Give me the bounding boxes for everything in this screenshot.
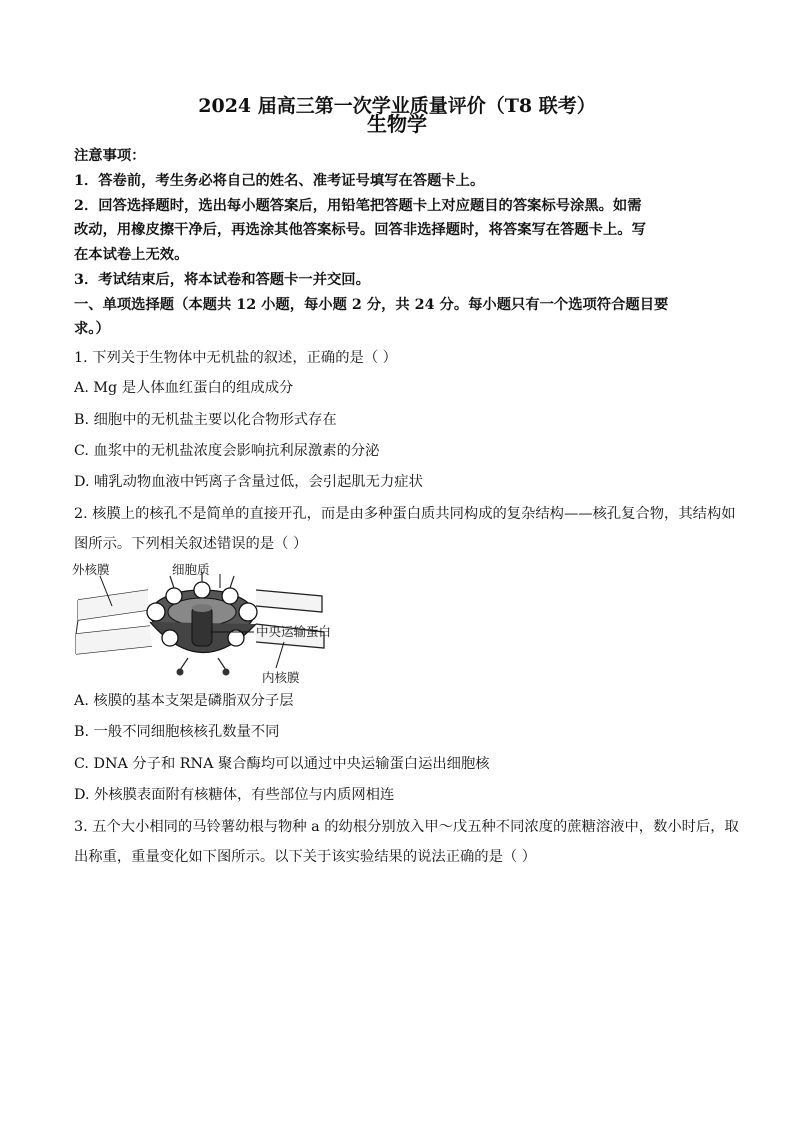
pore-subunit [166,588,182,604]
pore-subunit [239,603,257,621]
inner-membrane-fill [76,626,152,654]
q3-stem-line-2: 出称重，重量变化如下图所示。以下关于该实验结果的说法正确的是（ ） [74,849,537,865]
label-outer-membrane: 外核膜 [72,562,110,577]
q2-stem-line-2: 图所示。下列相关叙述错误的是（ ） [74,536,308,552]
central-transporter-top [192,604,212,612]
q1-option-c: C. 血浆中的无机盐浓度会影响抗利尿激素的分泌 [74,443,380,459]
pore-subunit [222,588,238,604]
outer-membrane-right [256,590,322,612]
q1-option-b: B. 细胞中的无机盐主要以化合物形式存在 [74,412,337,428]
notice-heading: 注意事项： [74,148,146,164]
notice-item-1: 1．答卷前，考生务必将自己的姓名、准考证号填写在答题卡上。 [74,173,485,189]
q1-option-a: A. Mg 是人体血红蛋白的组成成分 [74,380,294,396]
q2-option-b: B. 一般不同细胞核核孔数量不同 [74,724,280,740]
q1-stem: 1. 下列关于生物体中无机盐的叙述，正确的是（ ） [74,350,397,366]
subject-title: 生物学 [367,112,427,136]
leader-inner-membrane [276,642,284,668]
label-central-protein: 中央运输蛋白 [256,624,332,639]
label-cytoplasm: 细胞质 [172,562,210,577]
fibril-knob [223,669,230,676]
label-inner-membrane: 内核膜 [262,670,300,685]
q1-option-d: D. 哺乳动物血液中钙离子含量过低，会引起肌无力症状 [74,474,423,490]
q2-option-d: D. 外核膜表面附有核糖体，有些部位与内质网相连 [74,787,395,803]
notice-item-2-line-1: 2．回答选择题时，选出每小题答案后，用铅笔把答题卡上对应题目的答案标号涂黑。如需 [74,198,642,214]
exam-title: 2024 届高三第一次学业质量评价（T8 联考） [198,95,596,117]
q3-stem-line-1: 3. 五个大小相同的马铃薯幼根与物种 a 的幼根分别放入甲～戊五种不同浓度的蔗糖溶液中，数小时后，取 [74,819,739,835]
q2-stem-line-1: 2. 核膜上的核孔不是简单的直接开孔，而是由多种蛋白质共同构成的复杂结构——核孔复合物，其结构如 [74,506,736,522]
notice-item-2-line-2: 改动，用橡皮擦干净后，再选涂其他答案标号。回答非选择题时，将答案写在答题卡上。写 [74,222,646,238]
section-heading-line-2: 求。） [74,321,110,337]
notice-item-3: 3．考试结束后，将本试卷和答题卡一并交回。 [74,272,370,288]
section-heading-line-1: 一、单项选择题（本题共 12 小题，每小题 2 分，共 24 分。每小题只有一个选项符合题目要 [74,297,669,313]
q2-option-c: C. DNA 分子和 RNA 聚合酶均可以通过中央运输蛋白运出细胞核 [74,756,490,772]
nuclear-pore-diagram [70,562,350,687]
pore-subunit [147,603,165,621]
q2-option-a: A. 核膜的基本支架是磷脂双分子层 [74,693,294,709]
pore-subunit [194,582,210,598]
pore-subunit [162,630,178,646]
notice-item-2-line-3: 在本试卷上无效。 [74,247,189,263]
fibril-knob [177,669,184,676]
